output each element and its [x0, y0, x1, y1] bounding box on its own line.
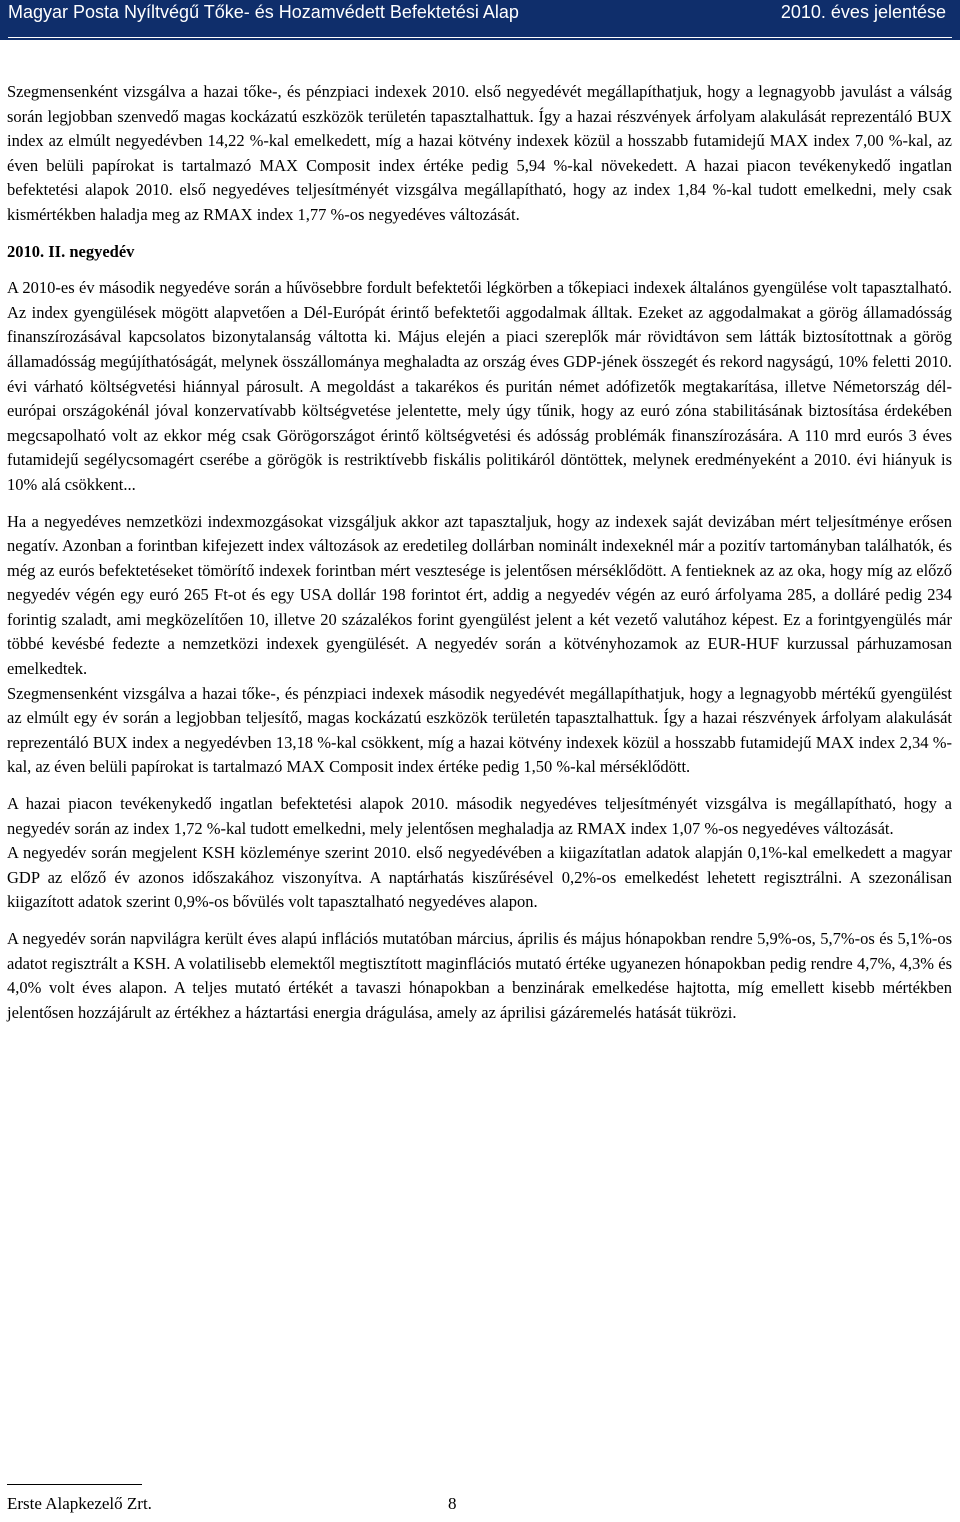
footer-divider [7, 1484, 142, 1485]
q2-paragraph-1: A 2010-es év második negyedéve során a hűvösebbre fordult befektetői légkörben a tőkepiaci indexek általános gyengülése volt tapasztalható. Az index gyengülések mögött alapvetően a Dél-Európát érintő befektetői aggodalmak álltak. Ezeket az aggodalmakat a görög államadósság finanszírozásával kapcsolatos bizonytalanság váltotta ki. Május elején a piaci szereplők már rövidtávon sem látták biztosítottnak a görög államadósság megújíthatóságát, melynek összállománya meghaladta az ország éves GDP-jének összegét és rekord nagyságú, 10% feletti 2010. évi várható költségvetési hiánnyal párosult. A megoldást a takarékos és puritán német adófizetők megtakarítása, illetve Németország dél-európai országokénál jóval konzervatívabb költségvetése jelentette, mely úgy tűnik, hogy az euró zóna stabilitásának biztosítása érdekében megcsapolható volt az ekkor még csak Görögországot érintő költségvetési és adósság problémák finanszírozására. A 110 mrd eurós 3 éves futamidejű segélycsomagért cserébe a görögök is restriktívebb fiskális politikáról döntöttek, melynek eredményeként a 2010. évi hiányuk is 10% alá csökkent... [7, 278, 952, 494]
footer-company-name: Erste Alapkezelő Zrt. [7, 1494, 152, 1513]
q1-summary-paragraph: Szegmensenként vizsgálva a hazai tőke-, és pénzpiaci indexek 2010. első negyedévét megállapíthatjuk, hogy a legnagyobb javulást a válság során legjobban szenvedő magas kockázatú eszközök területén tapasztalhattuk. Így a hazai részvények árfolyam alakulását reprezentáló BUX index az elmúlt negyedévben 14,22 %-kal emelkedett, míg a hazai kötvény indexek közül a hosszabb futamidejű MAX index 7,00 %-kal, az éven belüli papírokat is tartalmazó MAX Composit index értéke pedig 5,94 %-kal növekedett. A hazai piacon tevékenykedő ingatlan befektetési alapok 2010. első negyedéves teljesítményét vizsgálva megállapítható, hogy az index 1,84 %-kal tudott emelkedni, mely csak kismértékben haladja meg az RMAX index 1,77 %-os negyedéves változását. [7, 82, 952, 224]
spacer [7, 264, 952, 276]
spacer [7, 498, 952, 510]
document-body [7, 80, 952, 1025]
spacer [7, 915, 952, 927]
page-header [0, 0, 960, 40]
q2-paragraph-2: Ha a negyedéves nemzetközi indexmozgásokat vizsgáljuk akkor azt tapasztaljuk, hogy az indexek saját devizában mért teljesítménye erősen negatív. Azonban a forintban kifejezett index változások az eredetileg dollárban nominált indexeknél már a pozitív tartományban találhatók, és még az eurós befektetéseket tömörítő indexek forintban mért vesztesége is jelentősen mérséklődött. A fentieknek az az oka, hogy míg az előző negyedév végén egy euró 265 Ft-ot és egy USA dollár 198 forintot ért, addig a negyedév végén az euró árfolyama 285, a dolláré pedig 234 forintig szaladt, ami megközelítően 10, illetve 20 százalékos forint gyengülést jelent a két vezető valutához képest. Ez a forintgyengülés már többé kevésbé fedezte a nemzetközi indexek gyengülését. A negyedév során a kötvényhozamok az EUR-HUF kurzussal párhuzamosan emelkedtek. [7, 511, 952, 679]
q2-paragraph-6: A negyedév során napvilágra került éves alapú inflációs mutatóban március, április és május hónapokban rendre 5,9%-os, 5,7%-os és 5,1%-os adatot regisztrált a KSH. A volatilisebb elemektől megtisztított maginflációs mutató értéke ugyanezen hónapokban pedig rendre 4,7%, 4,3% és 4,0% volt éves alapon. A teljes mutató értékét a tavaszi hónapokban a benzinárak emelkedése hajtotta, míg emellett kisebb mértékben jelentősen hozzájárult az értékhez a háztartási energia drágulása, amely az áprilisi gázáremelés hatását tükrözi. [7, 929, 952, 1022]
section-heading-q2: 2010. II. negyedév [7, 241, 135, 261]
page-footer [7, 1484, 953, 1514]
report-year-label: 2010. éves jelentése [780, 2, 946, 22]
header-divider [8, 37, 952, 38]
spacer [7, 228, 952, 240]
q2-paragraph-5: A negyedév során megjelent KSH közleménye szerint 2010. első negyedévében a kiigazítatlan adatok alapján 0,1%-kal emelkedett a magyar GDP az előző év azonos időszakához viszonyítva. A naptárhatás kiszűrésével 0,2%-os emelkedést lehetett regisztrálni. A szezonálisan kiigazított adatok szerint 0,9%-os bővülés volt tapasztalható negyedéves alapon. [7, 843, 952, 912]
page-number: 8 [448, 1494, 457, 1513]
q2-paragraph-4: A hazai piacon tevékenykedő ingatlan befektetési alapok 2010. második negyedéves teljesítményét vizsgálva is megállapítható, hogy a negyedév során az index 1,72 %-kal tudott emelkedni, mely jelentősen meghaladja az RMAX index 1,07 %-os negyedéves változását. [7, 794, 952, 838]
spacer [7, 780, 952, 792]
q2-paragraph-3: Szegmensenként vizsgálva a hazai tőke-, és pénzpiaci indexek második negyedévét megállapíthatjuk, hogy a legnagyobb mértékű gyengülést az elmúlt egy év során a legjobban teljesítő, magas kockázatú eszközök területén tapasztalhattuk. Így a hazai részvények árfolyam alakulását reprezentáló BUX index a negyedévben 13,18 %-kal csökkent, míg a hazai kötvény indexek közül a hosszabb futamidejű MAX index 2,34 %-kal, az éven belüli papírokat is tartalmazó MAX Composit index értéke pedig 1,50 %-kal mérséklődött. [7, 683, 952, 777]
document-title: Magyar Posta Nyíltvégű Tőke- és Hozamvédett Befektetési Alap [8, 2, 519, 22]
